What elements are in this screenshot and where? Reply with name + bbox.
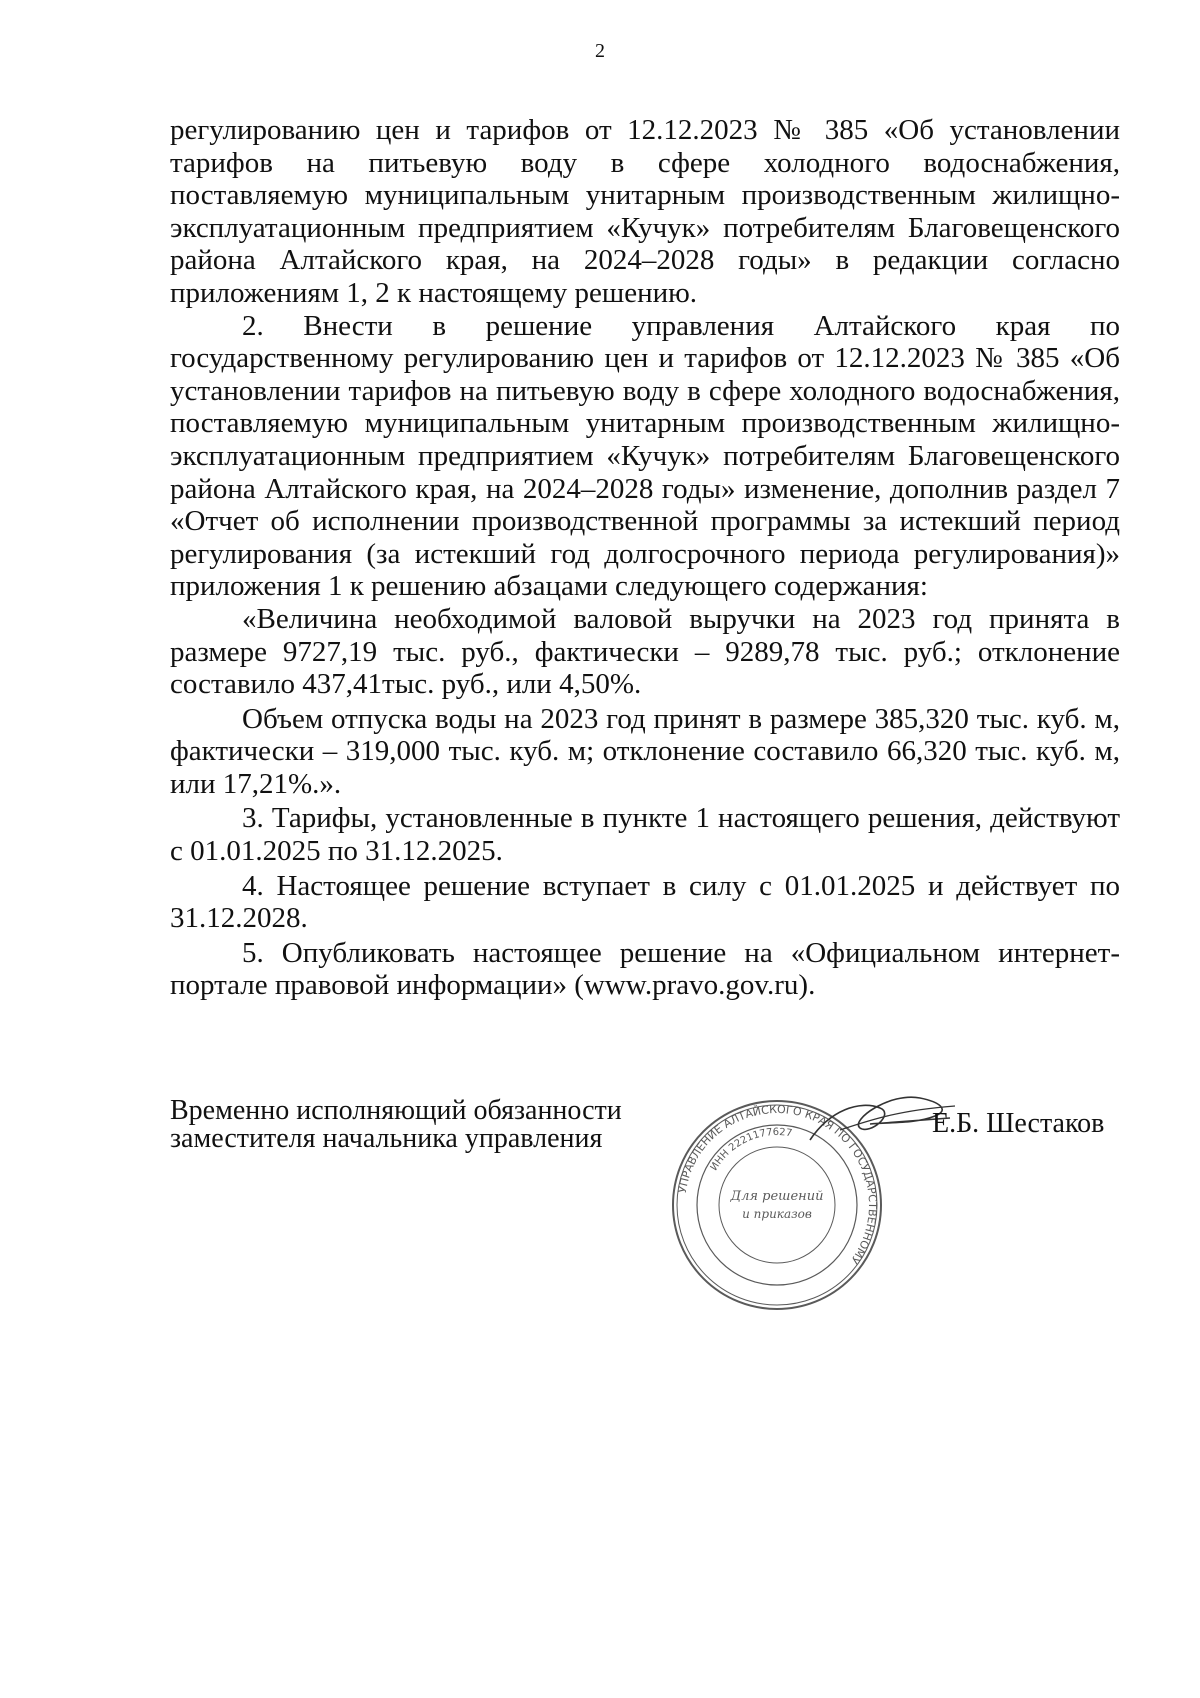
page-number: 2 xyxy=(595,40,605,62)
paragraph-item-5: 5. Опубликовать настоящее решение на «Официальном интернет-портале правовой информации» (www.pravo.gov.ru). xyxy=(170,936,1120,1002)
paragraph-item-4: 4. Настоящее решение вступает в силу с 01.01.2025 и действует по 31.12.2028. xyxy=(170,869,1120,935)
document-body xyxy=(170,114,1120,1002)
signatory-title xyxy=(170,1097,622,1153)
paragraph-quote-revenue: «Величина необходимой валовой выручки на 2023 год принята в размере 9727,19 тыс. руб., фактически – 9289,78 тыс. руб.; отклонение составило 437,41тыс. руб., или 4,50%. xyxy=(170,602,1120,701)
paragraph-quote-volume: Объем отпуска воды на 2023 год принят в размере 385,320 тыс. куб. м, фактически – 319,000 тыс. куб. м; отклонение составило 66,320 тыс. куб. м, или 17,21%.». xyxy=(170,702,1120,800)
signatory-name: Е.Б. Шестаков xyxy=(932,1108,1105,1139)
paragraph-continuation: регулированию цен и тарифов от 12.12.2023 № 385 «Об установлении тарифов на питьевую воду в сфере холодного водоснабжения, поставляемую муниципальным унитарным производственным жилищно-эксплуатационным предприятием «Кучук» потребителям Благовещенского района Алтайского края, на 2024–2028 годы» в редакции согласно приложениям 1, 2 к настоящему решению. xyxy=(170,114,1120,309)
stamp-center-line-2: и приказов xyxy=(742,1207,812,1221)
signatory-title-line-1: Временно исполняющий обязанности xyxy=(170,1095,622,1126)
paragraph-item-2: 2. Внести в решение управления Алтайского края по государственному регулированию цен и тарифов от 12.12.2023 № 385 «Об установлении тарифов на питьевую воду в сфере холодного водоснабжения, поставляемую муниципальным унитарным производственным жилищно-эксплуатационным предприятием «Кучук» потребителям Благовещенского района Алтайского края, на 2024–2028 годы» изменение, дополнив раздел 7 «Отчет об исполнении производственной программы за истекший период регулирования (за истекший год долгосрочного периода регулирования)» приложения 1 к решению абзацами следующего содержания: xyxy=(170,309,1120,603)
signatory-title-line-2: заместителя начальника управления xyxy=(170,1123,603,1154)
stamp-center-line-1: Для решений xyxy=(730,1189,824,1204)
stamp-outer-text: УПРАВЛЕНИЕ АЛТАЙСКОГО КРАЯ ПО ГОСУДАРСТВЕННОМУ xyxy=(675,1102,880,1267)
paragraph-item-3: 3. Тарифы, установленные в пункте 1 настоящего решения, действуют с 01.01.2025 по 31.12.2025. xyxy=(170,802,1120,868)
stamp-inn-text: ИНН 2221177627 xyxy=(708,1126,794,1173)
